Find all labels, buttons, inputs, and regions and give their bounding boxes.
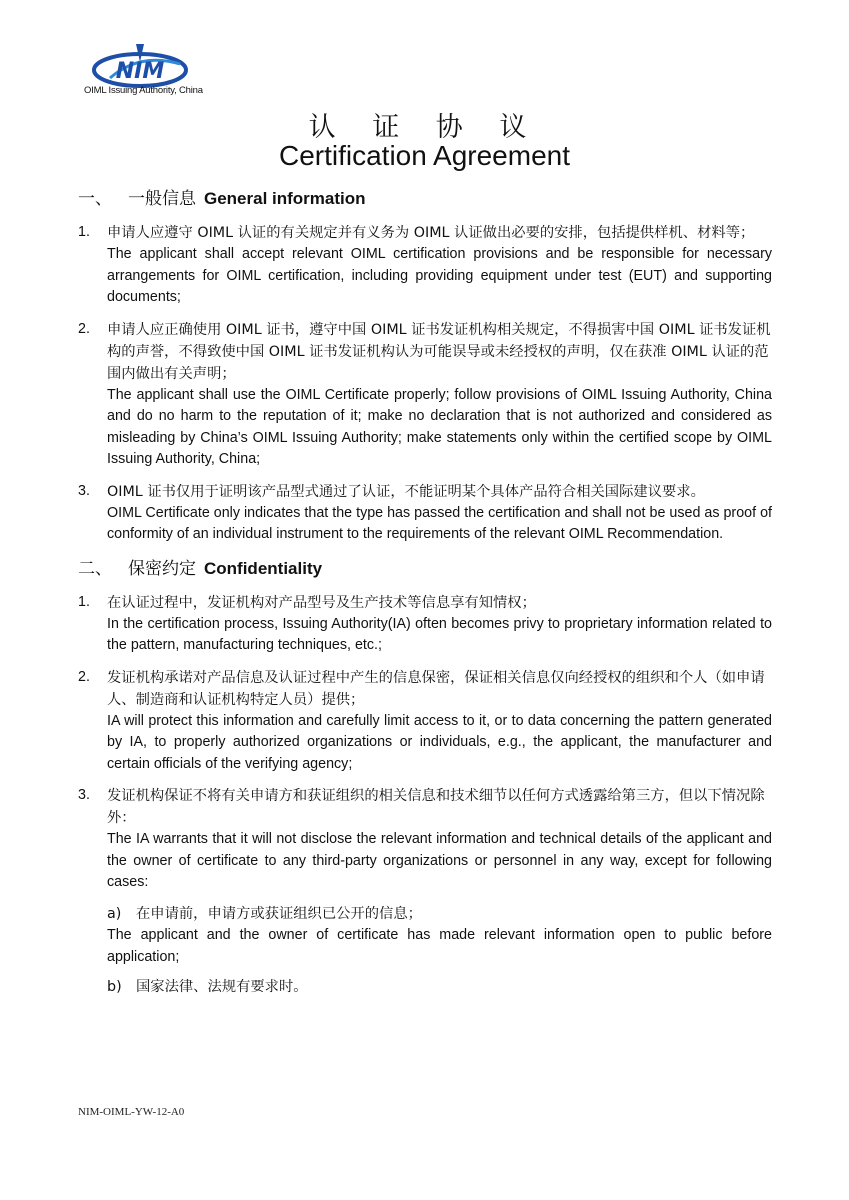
item-number: 3.: [78, 482, 90, 499]
sub-item-text-cn: 在申请前，申请方或获证组织已公开的信息；: [136, 905, 422, 922]
item-text-en: In the certification process, Issuing Authority(IA) often becomes privy to proprietary information related to the pattern, manufacturing techniques, etc.;: [107, 615, 772, 653]
item-text-cn: 申请人应正确使用 OIML 证书，遵守中国 OIML 证书发证机构相关规定，不得损害中国 OIML 证书发证机构的声誉，不得致使中国 OIML 证书发证机构认为可能误导或未经授权的声明，仅在获准 OIML 认证的范围内做出有关声明；: [107, 321, 771, 382]
item-number: 1.: [78, 224, 90, 240]
section-title-cn: 一般信息: [128, 189, 196, 208]
item-text-cn: 申请人应遵守 OIML 认证的有关规定并有义务为 OIML 认证做出必要的安排，包括提供样机、材料等；: [107, 225, 755, 241]
sub-item-text-en: The applicant and the owner of certificate has made relevant information open to public before application;: [107, 927, 772, 965]
title-chinese: 认 证 协 议: [308, 112, 541, 143]
logo-caption: OIML Issuing Authority, China: [84, 85, 203, 96]
nim-logo-icon: [80, 40, 240, 90]
sub-item-text-cn: 国家法律、法规有要求时。: [136, 979, 308, 995]
list-item: [78, 592, 772, 657]
item-text-cn: OIML 证书仅用于证明该产品型式通过了认证，不能证明某个具体产品符合相关国际建议要求。: [107, 483, 705, 500]
item-number: 1.: [78, 593, 90, 610]
sub-item-letter: a): [107, 905, 122, 922]
list-item: [78, 319, 772, 471]
section-title-en: Confidentiality: [204, 558, 323, 578]
section-number: 二、: [78, 558, 112, 578]
item-text-en: The applicant shall accept relevant OIML certification provisions and be responsible for necessary arrangements for OIML certification, including providing equipment under test (EUT) and supporting documents;: [107, 246, 772, 305]
list-item: [78, 222, 772, 309]
section-number: 一、: [78, 189, 112, 208]
item-number: 3.: [78, 787, 90, 803]
item-text-en: The IA warrants that it will not disclose the relevant information and technical details of the applicant and the owner of certificate to any third-party organizations or personnel in any way, except for following cases:: [107, 831, 772, 890]
item-number: 2.: [78, 668, 90, 685]
sub-list-item: [78, 904, 772, 969]
list-item: [78, 785, 772, 894]
item-text-cn: 在认证过程中，发证机构对产品型号及生产技术等信息享有知情权；: [107, 594, 536, 611]
document-code: NIM-OIML-YW-12-A0: [78, 1106, 185, 1118]
section-title-cn: 保密约定: [128, 558, 196, 578]
item-text-en: The applicant shall use the OIML Certificate properly; follow provisions of OIML Issuing Authority, China and do no harm to the reputation of it; make no declaration that is not authorized and considered as misleading by China’s OIML Issuing Authority; make statements only within the certified scope by OIML Issuing Authority, China;: [107, 386, 772, 467]
sub-list-item: [78, 977, 772, 999]
item-number: 2.: [78, 320, 90, 337]
agreement-body: [78, 186, 772, 1008]
item-text-en: OIML Certificate only indicates that the type has passed the certification and shall not be used as proof of conformity of an individual instrument to the requirements of the relevant OIML Recommendation.: [107, 504, 772, 542]
list-item: [78, 481, 772, 546]
section-heading-general: [78, 186, 772, 212]
item-text-en: IA will protect this information and carefully limit access to it, or to data concerning the pattern generated by IA, to properly authorized organizations or individuals, e.g., the applicant, the manufacturer and certain officials of the verifying agency;: [107, 712, 772, 772]
item-text-cn: 发证机构保证不将有关申请方和获证组织的相关信息和技术细节以任何方式透露给第三方，但以下情况除外：: [107, 788, 765, 826]
title-english: Certification Agreement: [278, 140, 571, 171]
logo-mark-text: NIM: [115, 59, 165, 84]
section-heading-confidentiality: [78, 556, 772, 582]
list-item: [78, 667, 772, 776]
item-text-cn: 发证机构承诺对产品信息及认证过程中产生的信息保密，保证相关信息仅向经授权的组织和个人（如申请人、制造商和认证机构特定人员）提供；: [107, 669, 765, 708]
sub-item-letter: b): [107, 979, 122, 995]
section-title-en: General information: [204, 189, 366, 208]
